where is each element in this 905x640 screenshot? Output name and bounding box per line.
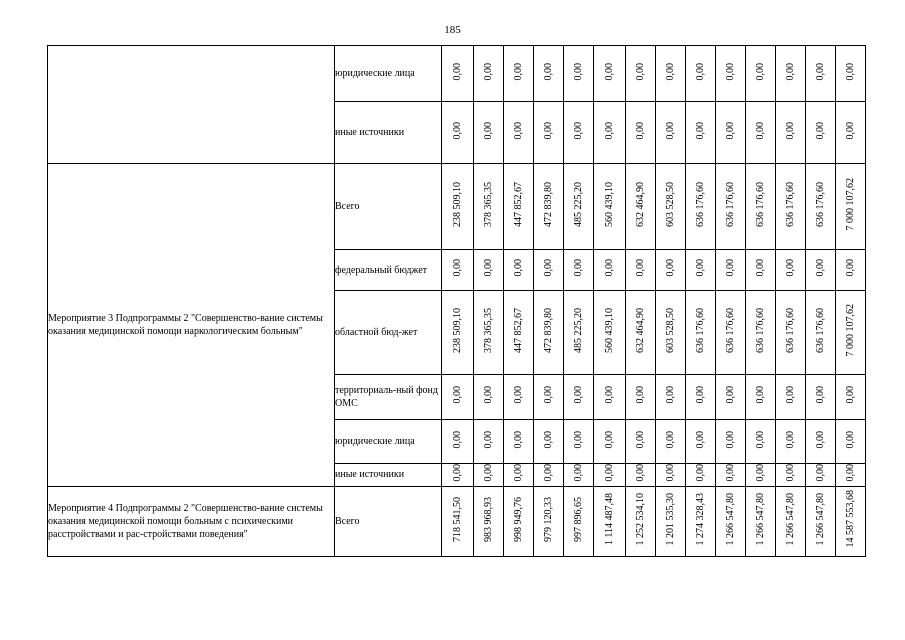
value-text: 0,00 bbox=[814, 430, 826, 449]
value-cell bbox=[626, 102, 656, 164]
value-text: 0,00 bbox=[603, 121, 615, 140]
value-cell bbox=[776, 164, 806, 250]
value-cell bbox=[594, 102, 626, 164]
measure-name-cell: Мероприятие 3 Подпрограммы 2 "Совершенство-вание системы оказания медицинской помощи наркологическим больным" bbox=[48, 164, 335, 487]
value-text: 0,00 bbox=[724, 121, 736, 140]
value-text: 0,00 bbox=[784, 259, 796, 277]
value-text: 0,00 bbox=[482, 430, 494, 449]
value-cell bbox=[746, 250, 776, 291]
value-text: 0,00 bbox=[603, 62, 615, 81]
value-cell bbox=[806, 46, 836, 102]
value-text: 979 120,33 bbox=[542, 496, 554, 542]
value-cell bbox=[836, 375, 866, 420]
value-cell bbox=[504, 420, 534, 464]
value-cell bbox=[746, 420, 776, 464]
value-text: 0,00 bbox=[482, 386, 494, 404]
value-text: 0,00 bbox=[542, 259, 554, 277]
value-cell bbox=[806, 486, 836, 556]
value-cell bbox=[686, 46, 716, 102]
value-cell bbox=[806, 291, 836, 375]
value-cell bbox=[442, 102, 474, 164]
value-text: 636 176,60 bbox=[724, 308, 736, 353]
funding-source-cell: юридические лица bbox=[335, 420, 442, 464]
value-cell bbox=[806, 420, 836, 464]
value-text: 238 509,10 bbox=[451, 182, 463, 227]
value-cell bbox=[836, 46, 866, 102]
value-cell bbox=[656, 250, 686, 291]
measure-name-cell bbox=[48, 46, 335, 164]
value-text: 0,00 bbox=[572, 62, 584, 81]
funding-source-cell: иные источники bbox=[335, 102, 442, 164]
value-text: 0,00 bbox=[844, 121, 856, 140]
value-cell bbox=[442, 164, 474, 250]
value-text: 0,00 bbox=[724, 464, 736, 482]
value-cell bbox=[716, 250, 746, 291]
value-text: 632 464,90 bbox=[634, 308, 646, 353]
value-cell bbox=[626, 464, 656, 487]
value-cell bbox=[564, 46, 594, 102]
value-text: 0,00 bbox=[814, 62, 826, 81]
value-cell bbox=[442, 420, 474, 464]
value-text: 1 266 547,80 bbox=[724, 492, 736, 546]
value-cell bbox=[686, 164, 716, 250]
value-cell bbox=[626, 486, 656, 556]
value-text: 0,00 bbox=[482, 464, 494, 482]
value-cell bbox=[716, 486, 746, 556]
value-cell bbox=[504, 164, 534, 250]
value-cell bbox=[776, 250, 806, 291]
measure-name-cell: Мероприятие 4 Подпрограммы 2 "Совершенство-вание системы оказания медицинской помощи больным с психическими расстройствами и рас-стройствами поведения" bbox=[48, 486, 335, 556]
value-text: 472 839,80 bbox=[542, 308, 554, 353]
value-cell bbox=[626, 420, 656, 464]
value-text: 560 439,10 bbox=[603, 308, 615, 353]
value-cell bbox=[656, 464, 686, 487]
value-cell bbox=[806, 164, 836, 250]
value-text: 0,00 bbox=[634, 430, 646, 449]
value-cell bbox=[534, 46, 564, 102]
value-cell bbox=[504, 375, 534, 420]
value-text: 0,00 bbox=[844, 62, 856, 81]
value-cell bbox=[716, 420, 746, 464]
value-cell bbox=[564, 164, 594, 250]
value-text: 0,00 bbox=[814, 121, 826, 140]
value-text: 0,00 bbox=[451, 386, 463, 404]
value-cell bbox=[504, 102, 534, 164]
value-text: 636 176,60 bbox=[724, 182, 736, 227]
value-text: 0,00 bbox=[664, 386, 676, 404]
value-text: 636 176,60 bbox=[754, 182, 766, 227]
value-text: 0,00 bbox=[482, 62, 494, 81]
value-cell bbox=[776, 46, 806, 102]
value-text: 0,00 bbox=[754, 464, 766, 482]
value-cell bbox=[686, 420, 716, 464]
value-text: 0,00 bbox=[754, 62, 766, 81]
value-cell bbox=[504, 486, 534, 556]
value-text: 447 852,67 bbox=[512, 308, 524, 353]
value-text: 0,00 bbox=[814, 464, 826, 482]
value-cell bbox=[686, 464, 716, 487]
value-cell bbox=[594, 420, 626, 464]
value-cell bbox=[474, 464, 504, 487]
value-cell bbox=[594, 464, 626, 487]
value-text: 0,00 bbox=[542, 121, 554, 140]
value-text: 718 541,50 bbox=[451, 496, 463, 542]
value-cell bbox=[746, 46, 776, 102]
value-text: 0,00 bbox=[572, 121, 584, 140]
value-text: 238 509,10 bbox=[451, 308, 463, 353]
value-cell bbox=[534, 291, 564, 375]
value-text: 0,00 bbox=[482, 259, 494, 277]
value-cell bbox=[474, 486, 504, 556]
value-cell bbox=[716, 164, 746, 250]
value-text: 0,00 bbox=[844, 259, 856, 277]
value-text: 0,00 bbox=[784, 121, 796, 140]
value-cell bbox=[534, 464, 564, 487]
value-cell bbox=[594, 46, 626, 102]
value-cell bbox=[716, 464, 746, 487]
value-cell bbox=[836, 420, 866, 464]
value-cell bbox=[626, 250, 656, 291]
value-text: 0,00 bbox=[664, 430, 676, 449]
funding-source-cell: областной бюд-жет bbox=[335, 291, 442, 375]
value-text: 378 365,35 bbox=[482, 182, 494, 227]
value-text: 7 000 107,62 bbox=[844, 178, 856, 231]
value-text: 0,00 bbox=[844, 386, 856, 404]
value-cell bbox=[534, 486, 564, 556]
value-cell bbox=[474, 46, 504, 102]
value-cell bbox=[746, 164, 776, 250]
value-cell bbox=[716, 46, 746, 102]
value-cell bbox=[534, 164, 564, 250]
value-cell bbox=[504, 464, 534, 487]
value-text: 0,00 bbox=[664, 259, 676, 277]
value-text: 632 464,90 bbox=[634, 182, 646, 227]
value-cell bbox=[746, 375, 776, 420]
value-cell bbox=[594, 375, 626, 420]
value-cell bbox=[626, 291, 656, 375]
value-cell bbox=[746, 486, 776, 556]
value-text: 0,00 bbox=[724, 430, 736, 449]
funding-source-cell: Всего bbox=[335, 486, 442, 556]
value-text: 0,00 bbox=[451, 62, 463, 81]
value-cell bbox=[564, 250, 594, 291]
value-text: 0,00 bbox=[542, 430, 554, 449]
value-text: 0,00 bbox=[694, 386, 706, 404]
value-cell bbox=[474, 291, 504, 375]
value-cell bbox=[534, 420, 564, 464]
value-text: 636 176,60 bbox=[784, 182, 796, 227]
value-text: 636 176,60 bbox=[694, 182, 706, 227]
value-text: 983 968,93 bbox=[482, 496, 494, 542]
value-text: 1 114 487,48 bbox=[603, 492, 615, 546]
value-text: 0,00 bbox=[512, 259, 524, 277]
funding-source-cell: территориаль-ный фонд ОМС bbox=[335, 375, 442, 420]
value-text: 0,00 bbox=[754, 430, 766, 449]
value-text: 0,00 bbox=[512, 430, 524, 449]
value-text: 14 587 553,68 bbox=[844, 490, 856, 548]
value-text: 636 176,60 bbox=[694, 308, 706, 353]
value-cell bbox=[686, 375, 716, 420]
value-text: 0,00 bbox=[634, 121, 646, 140]
value-cell bbox=[656, 486, 686, 556]
value-text: 0,00 bbox=[694, 259, 706, 277]
value-text: 603 528,50 bbox=[664, 308, 676, 353]
value-cell bbox=[442, 464, 474, 487]
funding-source-cell: Всего bbox=[335, 164, 442, 250]
value-cell bbox=[776, 291, 806, 375]
value-cell bbox=[626, 164, 656, 250]
value-cell bbox=[534, 375, 564, 420]
value-text: 485 225,20 bbox=[572, 308, 584, 353]
value-text: 0,00 bbox=[814, 386, 826, 404]
funding-source-cell: федеральный бюджет bbox=[335, 250, 442, 291]
value-cell bbox=[442, 486, 474, 556]
value-text: 0,00 bbox=[694, 62, 706, 81]
value-text: 0,00 bbox=[724, 62, 736, 81]
value-text: 0,00 bbox=[572, 464, 584, 482]
value-text: 636 176,60 bbox=[784, 308, 796, 353]
value-cell bbox=[534, 102, 564, 164]
value-text: 0,00 bbox=[754, 259, 766, 277]
table-row bbox=[48, 486, 866, 556]
value-text: 0,00 bbox=[634, 464, 646, 482]
value-cell bbox=[806, 250, 836, 291]
value-text: 0,00 bbox=[784, 386, 796, 404]
value-text: 0,00 bbox=[754, 386, 766, 404]
value-text: 0,00 bbox=[724, 259, 736, 277]
value-text: 7 000 107,62 bbox=[844, 304, 856, 357]
value-text: 447 852,67 bbox=[512, 182, 524, 227]
value-text: 636 176,60 bbox=[754, 308, 766, 353]
value-text: 0,00 bbox=[572, 430, 584, 449]
value-text: 636 176,60 bbox=[814, 182, 826, 227]
value-text: 0,00 bbox=[512, 464, 524, 482]
value-text: 0,00 bbox=[603, 259, 615, 277]
value-text: 0,00 bbox=[482, 121, 494, 140]
value-text: 0,00 bbox=[542, 62, 554, 81]
value-text: 0,00 bbox=[512, 386, 524, 404]
value-cell bbox=[836, 486, 866, 556]
value-text: 0,00 bbox=[814, 259, 826, 277]
value-text: 0,00 bbox=[603, 386, 615, 404]
value-cell bbox=[504, 291, 534, 375]
value-cell bbox=[504, 46, 534, 102]
value-cell bbox=[564, 375, 594, 420]
value-text: 1 266 547,80 bbox=[814, 492, 826, 546]
value-cell bbox=[564, 291, 594, 375]
value-text: 560 439,10 bbox=[603, 182, 615, 227]
value-text: 998 949,76 bbox=[512, 496, 524, 542]
value-text: 0,00 bbox=[451, 464, 463, 482]
value-text: 0,00 bbox=[694, 464, 706, 482]
value-cell bbox=[656, 164, 686, 250]
value-cell bbox=[564, 102, 594, 164]
value-text: 0,00 bbox=[603, 464, 615, 482]
value-cell bbox=[656, 375, 686, 420]
value-cell bbox=[474, 164, 504, 250]
value-text: 636 176,60 bbox=[814, 308, 826, 353]
value-cell bbox=[776, 375, 806, 420]
value-cell bbox=[656, 420, 686, 464]
table-row bbox=[48, 164, 866, 250]
value-cell bbox=[594, 486, 626, 556]
value-text: 1 201 535,30 bbox=[664, 492, 676, 546]
value-text: 0,00 bbox=[603, 430, 615, 449]
value-cell bbox=[836, 250, 866, 291]
value-text: 0,00 bbox=[512, 62, 524, 81]
value-text: 1 252 534,10 bbox=[634, 492, 646, 546]
value-cell bbox=[626, 46, 656, 102]
value-text: 0,00 bbox=[844, 464, 856, 482]
value-text: 0,00 bbox=[451, 259, 463, 277]
funding-source-cell: юридические лица bbox=[335, 46, 442, 102]
budget-table bbox=[47, 45, 866, 557]
value-text: 0,00 bbox=[634, 62, 646, 81]
value-cell bbox=[716, 291, 746, 375]
value-cell bbox=[836, 291, 866, 375]
table-row bbox=[48, 46, 866, 102]
value-text: 0,00 bbox=[572, 259, 584, 277]
value-cell bbox=[686, 291, 716, 375]
value-cell bbox=[836, 102, 866, 164]
value-text: 472 839,80 bbox=[542, 182, 554, 227]
value-cell bbox=[806, 464, 836, 487]
value-text: 0,00 bbox=[634, 386, 646, 404]
value-cell bbox=[442, 46, 474, 102]
value-cell bbox=[686, 250, 716, 291]
value-cell bbox=[564, 420, 594, 464]
value-text: 0,00 bbox=[664, 121, 676, 140]
value-text: 0,00 bbox=[694, 121, 706, 140]
funding-source-cell: иные источники bbox=[335, 464, 442, 487]
value-text: 603 528,50 bbox=[664, 182, 676, 227]
value-cell bbox=[776, 486, 806, 556]
value-text: 378 365,35 bbox=[482, 308, 494, 353]
value-cell bbox=[564, 464, 594, 487]
value-cell bbox=[716, 102, 746, 164]
value-text: 1 266 547,80 bbox=[784, 492, 796, 546]
value-cell bbox=[686, 486, 716, 556]
value-cell bbox=[442, 250, 474, 291]
value-cell bbox=[564, 486, 594, 556]
value-text: 0,00 bbox=[542, 464, 554, 482]
value-cell bbox=[806, 102, 836, 164]
value-text: 0,00 bbox=[784, 464, 796, 482]
value-cell bbox=[776, 464, 806, 487]
value-cell bbox=[686, 102, 716, 164]
value-text: 0,00 bbox=[542, 386, 554, 404]
value-cell bbox=[594, 164, 626, 250]
value-cell bbox=[656, 102, 686, 164]
value-cell bbox=[626, 375, 656, 420]
value-cell bbox=[504, 250, 534, 291]
value-text: 485 225,20 bbox=[572, 182, 584, 227]
value-cell bbox=[656, 46, 686, 102]
value-text: 0,00 bbox=[724, 386, 736, 404]
value-cell bbox=[474, 250, 504, 291]
value-cell bbox=[594, 250, 626, 291]
value-cell bbox=[594, 291, 626, 375]
value-cell bbox=[806, 375, 836, 420]
value-text: 1 266 547,80 bbox=[754, 492, 766, 546]
value-cell bbox=[656, 291, 686, 375]
value-text: 0,00 bbox=[664, 464, 676, 482]
value-text: 0,00 bbox=[784, 430, 796, 449]
value-cell bbox=[716, 375, 746, 420]
value-text: 0,00 bbox=[694, 430, 706, 449]
value-text: 0,00 bbox=[451, 121, 463, 140]
value-text: 1 274 328,43 bbox=[694, 492, 706, 546]
value-cell bbox=[776, 420, 806, 464]
value-cell bbox=[746, 464, 776, 487]
value-cell bbox=[474, 375, 504, 420]
value-cell bbox=[474, 420, 504, 464]
value-cell bbox=[442, 375, 474, 420]
value-cell bbox=[534, 250, 564, 291]
value-text: 0,00 bbox=[634, 259, 646, 277]
value-text: 0,00 bbox=[844, 430, 856, 449]
value-text: 0,00 bbox=[572, 386, 584, 404]
value-cell bbox=[474, 102, 504, 164]
value-text: 0,00 bbox=[784, 62, 796, 81]
value-text: 0,00 bbox=[664, 62, 676, 81]
value-text: 0,00 bbox=[451, 430, 463, 449]
value-cell bbox=[836, 464, 866, 487]
value-cell bbox=[746, 102, 776, 164]
value-text: 0,00 bbox=[512, 121, 524, 140]
value-text: 0,00 bbox=[754, 121, 766, 140]
value-cell bbox=[442, 291, 474, 375]
page-number: 185 bbox=[444, 24, 461, 36]
value-cell bbox=[746, 291, 776, 375]
value-cell bbox=[776, 102, 806, 164]
value-cell bbox=[836, 164, 866, 250]
value-text: 997 896,65 bbox=[572, 496, 584, 542]
